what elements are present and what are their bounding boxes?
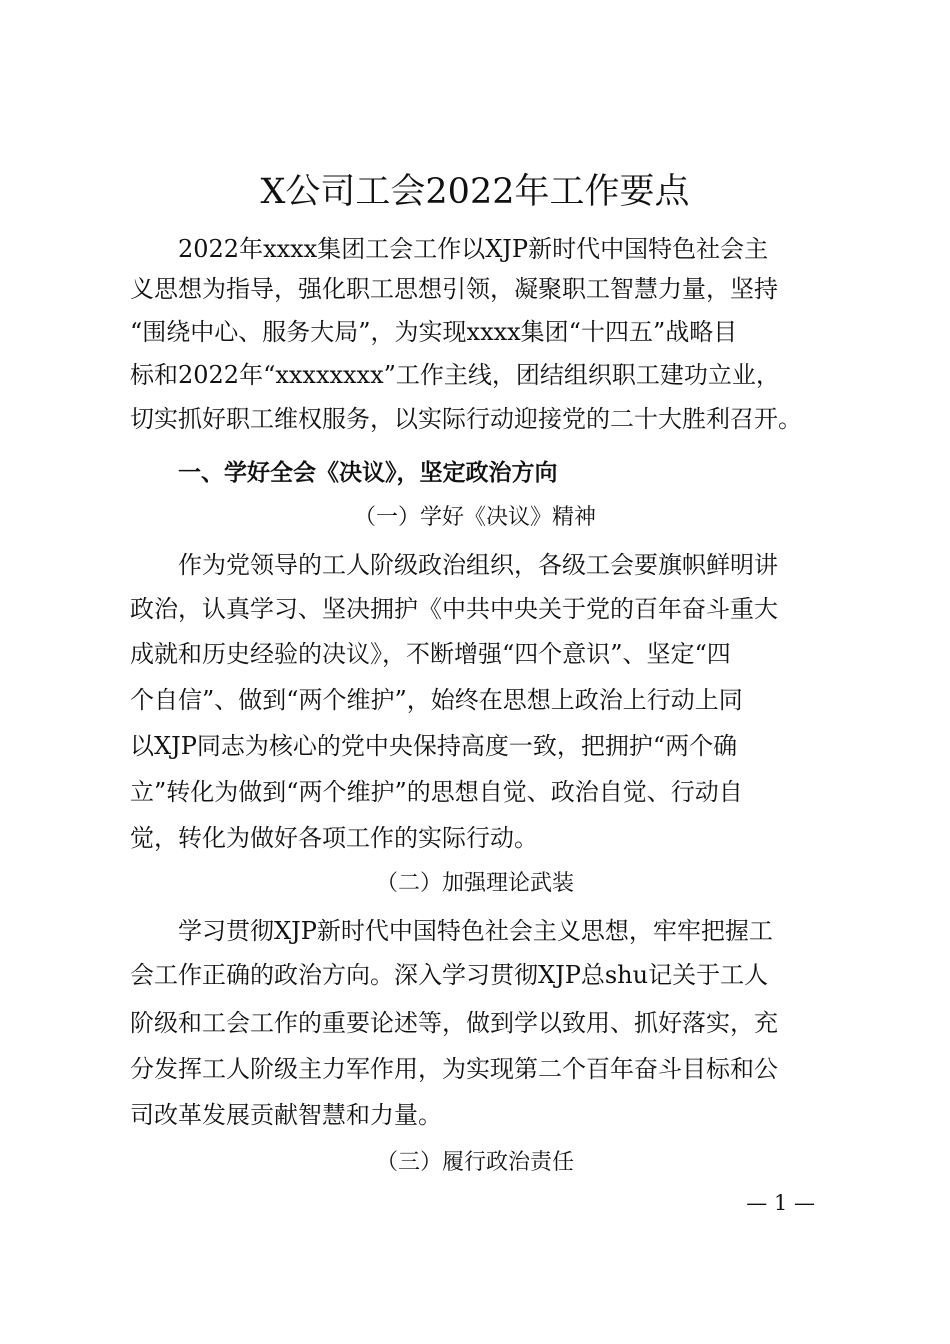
intro-line: 2022年xxxx集团工会工作以XJP新时代中国特色社会主 (178, 235, 769, 263)
intro-line: 切实抓好职工维权服务，以实际行动迎接党的二十大胜利召开。 (130, 405, 802, 433)
intro-line: 标和2022年“xxxxxxxx”工作主线，团结组织职工建功立业， (130, 361, 780, 389)
page-number: — 1 — (746, 1191, 815, 1215)
body-line: 立”转化为做到“两个维护”的思想自觉、政治自觉、行动自 (130, 778, 743, 806)
subsection-heading: （二）加强理论武装 (375, 871, 574, 896)
body-line: 会工作正确的政治方向。深入学习贯彻XJP总shu记关于工人 (130, 961, 769, 989)
subsection-heading: （三）履行政治责任 (375, 1150, 574, 1175)
document-title: X公司工会2022年工作要点 (260, 172, 690, 212)
body-line: 学习贯彻XJP新时代中国特色社会主义思想，牢牢把握工 (178, 917, 773, 945)
subsection-heading: （一）学好《决议》精神 (353, 505, 596, 530)
body-line: 阶级和工会工作的重要论述等，做到学以致用、抓好落实，充 (130, 1009, 778, 1037)
body-line: 以XJP同志为核心的党中央保持高度一致，把拥护“两个确 (130, 732, 738, 760)
section-heading: 一、学好全会《决议》，坚定政治方向 (178, 460, 558, 486)
intro-line: 义思想为指导，强化职工思想引领，凝聚职工智慧力量，坚持 (130, 275, 778, 303)
body-line: 司改革发展贡献智慧和力量。 (130, 1101, 442, 1129)
body-line: 觉，转化为做好各项工作的实际行动。 (130, 824, 538, 852)
body-line: 作为党领导的工人阶级政治组织，各级工会要旗帜鲜明讲 (178, 551, 778, 579)
body-line: 成就和历史经验的决议》，不断增强“四个意识”、坚定“四 (130, 640, 731, 668)
intro-line: “围绕中心、服务大局”，为实现xxxx集团“十四五”战略目 (130, 318, 738, 346)
body-line: 分发挥工人阶级主力军作用，为实现第二个百年奋斗目标和公 (130, 1055, 778, 1083)
body-line: 政治，认真学习、坚决拥护《中共中央关于党的百年奋斗重大 (130, 595, 778, 623)
body-line: 个自信”、做到“两个维护”，始终在思想上政治上行动上同 (130, 686, 743, 714)
